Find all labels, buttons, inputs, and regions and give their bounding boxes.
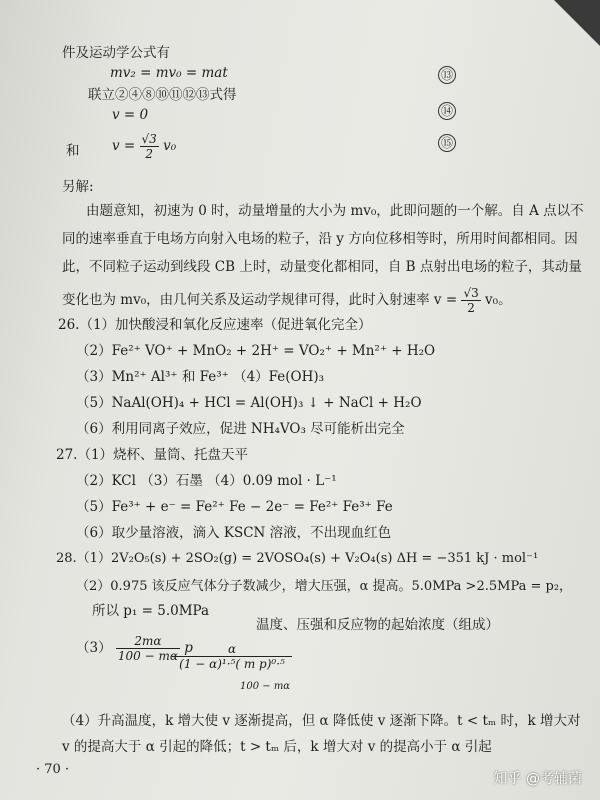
- equation-marker-15: ⑮: [438, 134, 456, 152]
- fraction-numerator: 2mα: [116, 634, 180, 649]
- answer-line: （5）Fe³⁺ + e⁻ = Fe²⁺ Fe − 2e⁻ = Fe²⁺ Fe³⁺ Fe: [76, 499, 393, 515]
- page-corner: [554, 0, 600, 46]
- equation-14: v = 0: [112, 107, 149, 123]
- paragraph-line: 此，不同粒子运动到线段 CB 上时，动量变化都相同，自 B 点射出电场的粒子，其动量: [62, 259, 582, 275]
- paragraph-text: v₀。: [485, 292, 512, 308]
- paragraph-text: 变化也为 mv₀，由几何关系及运动学规律可得，此时入射速率 v =: [62, 292, 458, 308]
- denominator-text: (1 − α)¹·⁵( m p)⁰·⁵: [179, 657, 285, 671]
- equation-fraction: [172, 642, 292, 671]
- fraction-denominator: 100 − mα: [117, 649, 178, 663]
- answer-text: （3）: [76, 640, 112, 656]
- equation-marker-14: ⑭: [438, 102, 456, 120]
- fraction-numerator: √3: [141, 132, 157, 146]
- fraction-numerator: √3: [463, 286, 479, 300]
- answer-line: （3）Mn²⁺ Al³⁺ 和 Fe³⁺ （4）Fe(OH)₃: [76, 369, 325, 385]
- equation-text: v =: [112, 138, 136, 154]
- fraction-denominator: [172, 657, 292, 671]
- page-number: · 70 ·: [36, 762, 70, 777]
- answer-line: 26.（1）加快酸浸和氧化反应速率（促进氧化完全）: [58, 317, 372, 333]
- answer-line: 28.（1）2V₂O₅(s) + 2SO₂(g) = 2VOSO₄(s) + V₂O₄(s) ΔH = −351 kJ · mol⁻¹: [56, 551, 539, 566]
- fraction: [140, 132, 159, 161]
- watermark: 知乎 @考辅菌: [493, 771, 582, 787]
- paragraph-line: 同的速率垂直于电场方向射入电场的粒子，沿 y 方向位移相等时，所用时间都相同。因: [62, 231, 578, 247]
- answer-line: （5）NaAl(OH)₄ + HCl = Al(OH)₃ ↓ + NaCl + H₂O: [76, 395, 422, 411]
- answer-line: （4）升高温度，k 增大使 v 逐渐提高，但 α 降低使 v 逐渐下降。t < tₘ 时，k 增大对: [62, 713, 581, 729]
- section-heading: 另解:: [62, 179, 94, 195]
- fraction-denominator: 2: [145, 147, 153, 161]
- equation-15: [112, 132, 176, 161]
- answer-line: 所以 p₁ = 5.0MPa: [92, 603, 210, 619]
- paragraph-line: 由题意知，初速为 0 时，动量增量的大小为 mv₀，此即问题的一个解。自 A 点以不: [86, 203, 584, 219]
- equation-text: v₀: [163, 138, 177, 154]
- answer-line: （2）0.975 该反应气体分子数减少，增大压强，α 提高。5.0MPa >2.5MPa = p₂，: [76, 579, 573, 594]
- text-line: 和: [66, 143, 80, 159]
- inner-denominator: 100 − mα: [240, 681, 291, 692]
- fraction: [172, 642, 292, 671]
- answer-line: v 的提高大于 α 引起的降低；t > tₘ 后，k 增大对 v 的提高小于 α 引起: [62, 739, 492, 755]
- equation-13: mv₂ = mv₀ = mat: [110, 65, 228, 81]
- answer-line: （2）Fe²⁺ VO⁺ + MnO₂ + 2H⁺ = VO₂⁺ + Mn²⁺ + H₂O: [76, 343, 436, 359]
- fraction-numerator: α: [172, 642, 292, 657]
- answer-line: 温度、压强和反应物的起始浓度（组成）: [256, 617, 499, 633]
- equation-marker-13: ⑬: [438, 66, 456, 84]
- answer-line: 27.（1）烧杯、量筒、托盘天平: [56, 447, 249, 463]
- text-line: 联立②④⑧⑩⑪⑫⑬式得: [88, 87, 237, 103]
- answer-line: （2）KCl （3）石墨 （4）0.09 mol · L⁻¹: [76, 473, 337, 489]
- fraction-denominator: 2: [467, 301, 475, 315]
- equation-text: p: [184, 640, 193, 656]
- answer-line: （6）利用同离子效应，促进 NH₄VO₃ 尽可能析出完全: [76, 421, 405, 437]
- answer-line: （6）取少量溶液，滴入 KSCN 溶液，不出现血红色: [76, 525, 392, 541]
- text-line: 件及运动学公式有: [62, 45, 170, 61]
- fraction: [116, 634, 180, 663]
- paragraph-line: [62, 286, 512, 315]
- fraction: [461, 286, 480, 315]
